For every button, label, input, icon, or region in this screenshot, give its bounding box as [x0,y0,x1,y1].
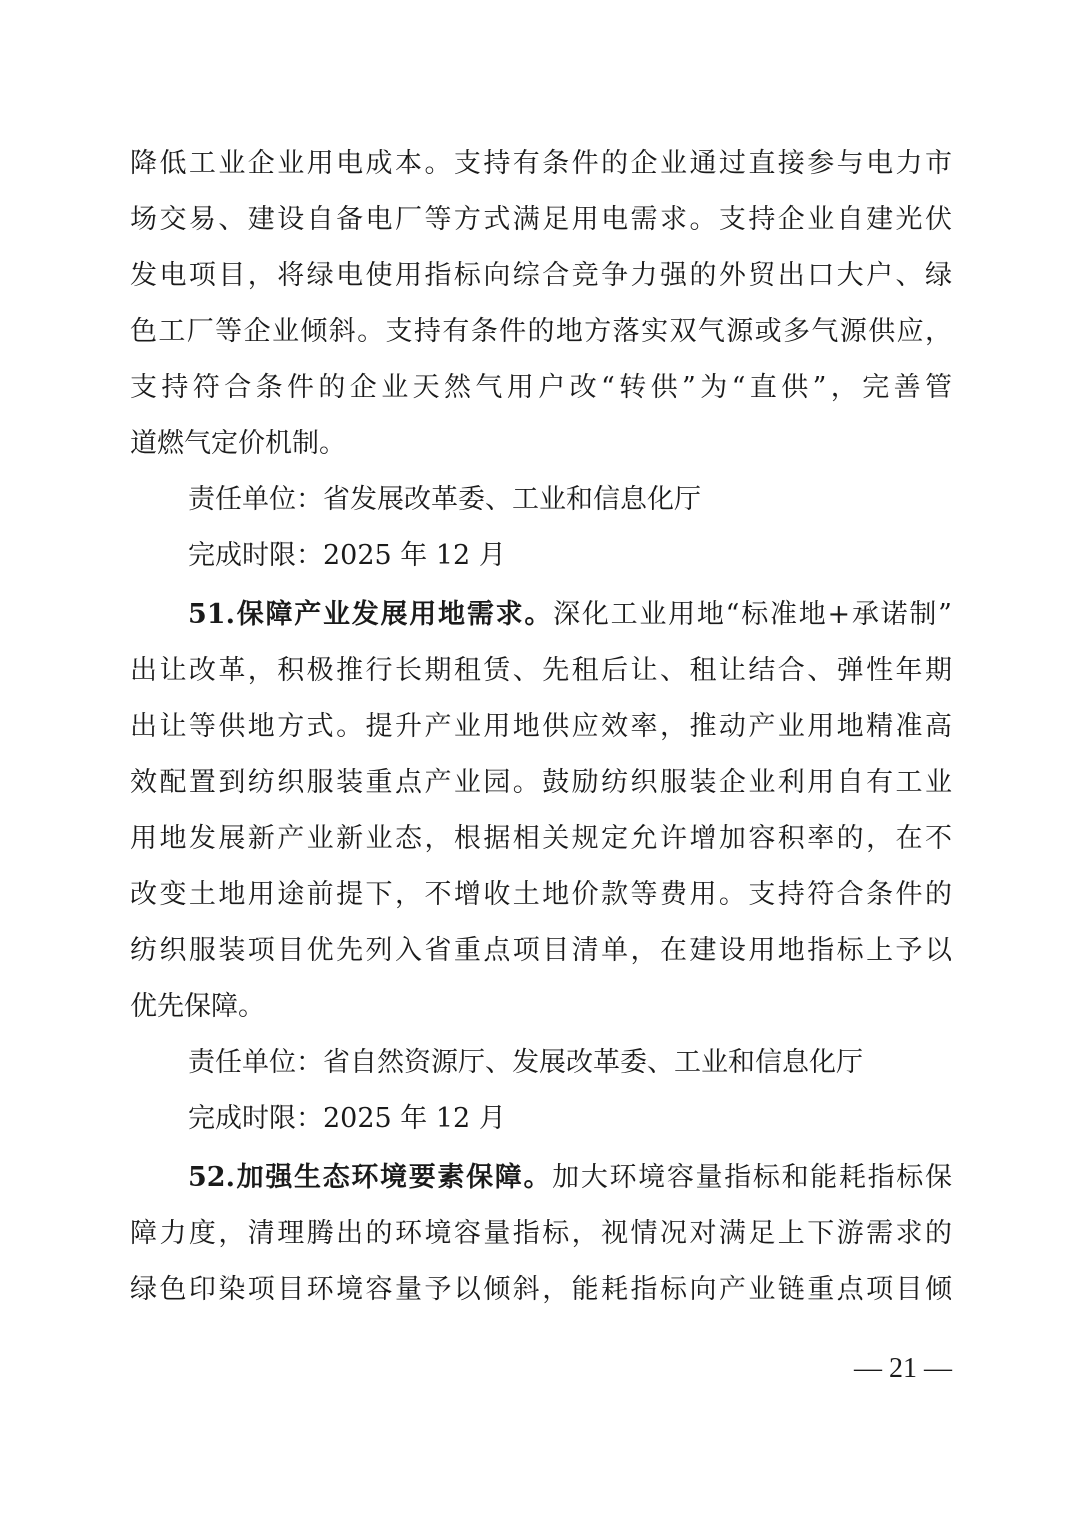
text-line: 障力度，清理腾出的环境容量指标，视情况对满足上下游需求的 [130,1218,952,1249]
text-line: 效配置到纺织服装重点产业园。鼓励纺织服装企业利用自有工业 [130,767,952,798]
responsible-unit-line: 责任单位：省发展改革委、工业和信息化厅 [188,484,701,515]
text-line: 用地发展新产业新业态，根据相关规定允许增加容积率的，在不 [130,823,952,854]
text-line: 绿色印染项目环境容量予以倾斜，能耗指标向产业链重点项目倾 [130,1274,952,1305]
text-line: 降低工业企业用电成本。支持有条件的企业通过直接参与电力市 [130,148,952,179]
item-first-line [188,587,952,643]
text-line: 出让改革，积极推行长期租赁、先租后让、租让结合、弹性年期 [130,655,952,686]
item-first-line [188,1150,952,1206]
item-heading: 51.保障产业发展用地需求。 [188,599,554,630]
text-line: 色工厂等企业倾斜。支持有条件的地方落实双气源或多气源供应， [130,316,952,347]
deadline-line: 完成时限：2025 年 12 月 [188,540,506,571]
item-text: 加大环境容量指标和能耗指标保 [552,1162,952,1193]
text-line: 出让等供地方式。提升产业用地供应效率，推动产业用地精准高 [130,711,952,742]
text-line: 纺织服装项目优先列入省重点项目清单，在建设用地指标上予以 [130,935,952,966]
responsible-unit-line: 责任单位：省自然资源厅、发展改革委、工业和信息化厅 [188,1047,863,1078]
deadline-line: 完成时限：2025 年 12 月 [188,1103,506,1134]
text-line: 改变土地用途前提下，不增收土地价款等费用。支持符合条件的 [130,879,952,910]
item-heading: 52.加强生态环境要素保障。 [188,1162,553,1193]
text-line: 支持符合条件的企业天然气用户改“转供”为“直供”，完善管 [130,372,952,403]
text-line: 优先保障。 [130,991,265,1022]
item-text: 深化工业用地“标准地+承诺制” [553,599,952,630]
text-line: 道燃气定价机制。 [130,428,346,459]
text-line: 发电项目，将绿电使用指标向综合竞争力强的外贸出口大户、绿 [130,260,952,291]
page-number: — 21 — [854,1353,952,1384]
text-line: 场交易、建设自备电厂等方式满足用电需求。支持企业自建光伏 [130,204,952,235]
